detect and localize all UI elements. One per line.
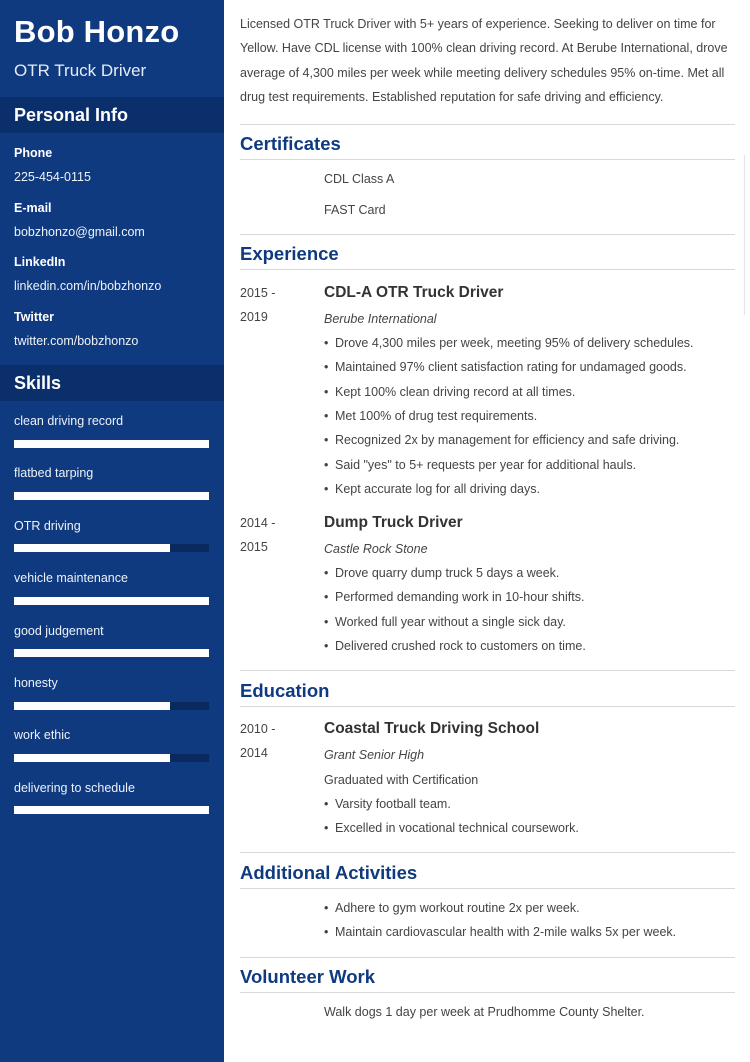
job-date-end: 2015 [240,540,268,554]
skill-bar-fill [14,702,170,710]
education-bullet: • Varsity football team. [324,797,451,811]
education-date-end: 2014 [240,746,268,760]
certificate-item: FAST Card [324,203,386,217]
skill-bar [14,754,209,762]
skill-bar [14,544,209,552]
job-date-end: 2019 [240,310,268,324]
twitter-value: twitter.com/bobzhonzo [14,334,139,348]
sidebar [0,0,224,1062]
summary-text: Licensed OTR Truck Driver with 5+ years of experience. Seeking to deliver on time for Yellow. Have CDL license with 100% clean driving record. At Berube International, drove average of 4,300 miles per week while meeting delivery schedules 95% on-time. Met all drug test requirements. Established reputation for safe driving and efficiency. [240,17,728,104]
job-bullet: • Said "yes" to 5+ requests per year for additional hauls. [324,458,637,472]
job-bullet: • Maintained 97% client satisfaction rating for undamaged goods. [324,360,687,374]
skill-bar [14,492,209,500]
job-bullet: • Drove quarry dump truck 5 days a week. [324,566,560,580]
activities-heading: Additional Activities [240,862,418,883]
divider [240,992,735,993]
job-bullet: • Met 100% of drug test requirements. [324,409,538,423]
phone-value: 225-454-0115 [14,170,91,184]
volunteer-heading: Volunteer Work [240,966,376,987]
education-date-start: 2010 - [240,722,276,736]
skill-bar-fill [14,649,209,657]
email-label: E-mail [14,201,52,215]
linkedin-value: linkedin.com/in/bobzhonzo [14,279,162,293]
skill-label: OTR driving [14,519,81,533]
page-edge-mark [744,155,745,315]
linkedin-label: LinkedIn [14,255,66,269]
experience-heading: Experience [240,243,339,264]
education-bullet: • Excelled in vocational technical coursework. [324,821,579,835]
skill-bar-fill [14,492,209,500]
skill-label: clean driving record [14,414,124,428]
divider [240,957,735,958]
job-bullet: • Delivered crushed rock to customers on time. [324,639,586,653]
divider [240,670,735,671]
skill-bar-fill [14,597,209,605]
job-bullet: • Drove 4,300 miles per week, meeting 95% of delivery schedules. [324,336,694,350]
skill-bar [14,806,209,814]
activity-bullet: • Maintain cardiovascular health with 2-mile walks 5x per week. [324,925,677,939]
volunteer-text: Walk dogs 1 day per week at Prudhomme County Shelter. [324,1005,645,1019]
job-bullet: • Kept accurate log for all driving days. [324,482,540,496]
skills-heading: Skills [0,365,224,401]
skill-bar-fill [14,544,170,552]
skill-label: work ethic [14,728,71,742]
job-role: Dump Truck Driver [324,514,463,531]
personal-info-heading: Personal Info [0,97,224,133]
divider [240,269,735,270]
job-role: CDL-A OTR Truck Driver [324,284,504,301]
job-bullet: • Kept 100% clean driving record at all times. [324,385,576,399]
candidate-title: OTR Truck Driver [14,61,147,80]
job-bullet: • Recognized 2x by management for efficiency and safe driving. [324,433,680,447]
twitter-label: Twitter [14,310,55,324]
certificate-item: CDL Class A [324,172,395,186]
candidate-name: Bob Honzo [14,14,180,49]
certificates-heading: Certificates [240,133,341,154]
job-company: Berube International [324,312,437,326]
skill-bar-fill [14,440,209,448]
skill-label: vehicle maintenance [14,571,128,585]
skill-label: delivering to schedule [14,781,135,795]
skill-bar-fill [14,806,209,814]
main-content [224,0,750,1062]
job-bullet: • Performed demanding work in 10-hour shifts. [324,590,585,604]
education-subschool: Grant Senior High [324,748,425,762]
skill-bar-fill [14,754,170,762]
divider [240,706,735,707]
skill-label: honesty [14,676,58,690]
education-detail: Graduated with Certification [324,773,479,787]
email-value: bobzhonzo@gmail.com [14,225,145,239]
skill-bar [14,702,209,710]
divider [240,852,735,853]
divider [240,124,735,125]
divider [240,159,735,160]
skill-label: flatbed tarping [14,466,94,480]
skill-bar [14,649,209,657]
job-bullet: • Worked full year without a single sick day. [324,615,566,629]
job-company: Castle Rock Stone [324,542,428,556]
education-heading: Education [240,680,330,701]
divider [240,234,735,235]
skill-label: good judgement [14,624,104,638]
skill-bar [14,597,209,605]
job-date-start: 2014 - [240,516,276,530]
job-date-start: 2015 - [240,286,276,300]
divider [240,888,735,889]
activity-bullet: • Adhere to gym workout routine 2x per week. [324,901,580,915]
skill-bar [14,440,209,448]
phone-label: Phone [14,146,53,160]
education-school: Coastal Truck Driving School [324,720,540,737]
